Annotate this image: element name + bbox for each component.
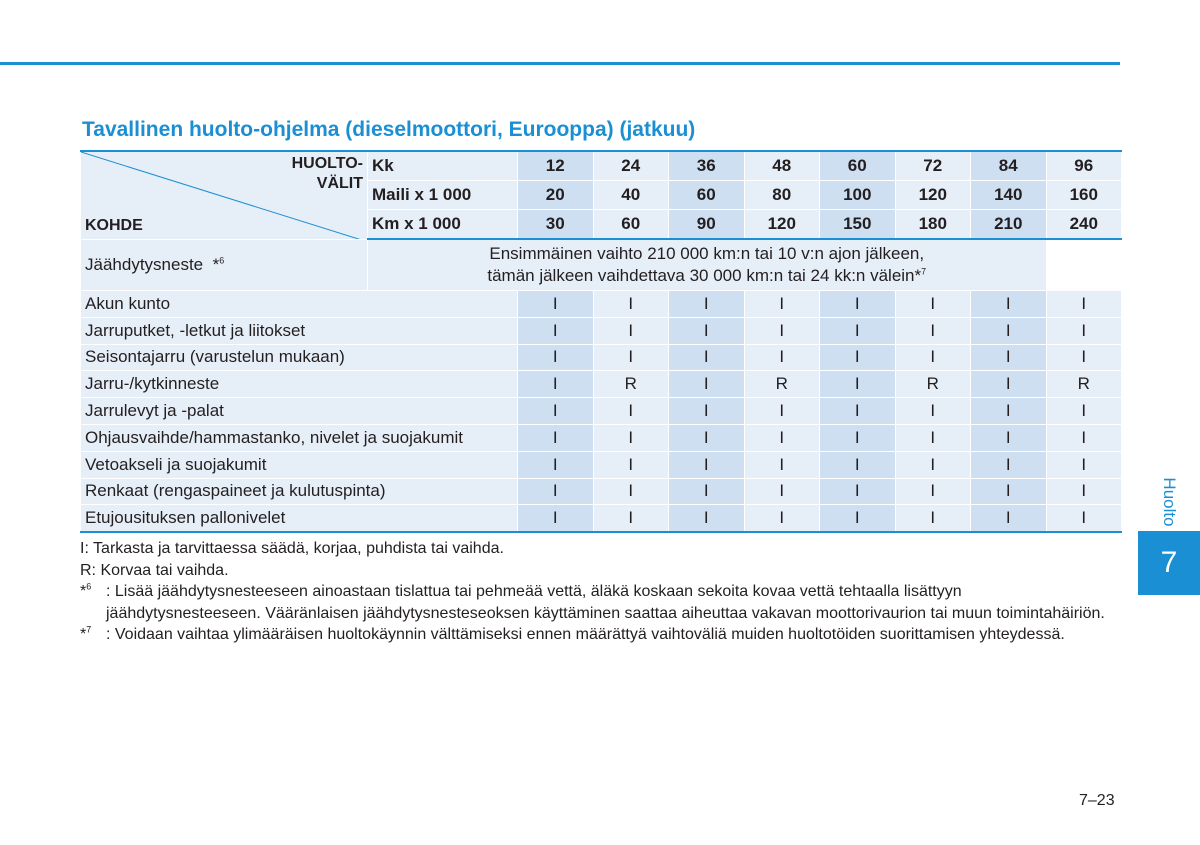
interval-value: 160: [1046, 181, 1122, 210]
action-cell: I: [744, 478, 820, 505]
coolant-row: [81, 239, 1122, 291]
action-cell: I: [518, 478, 594, 505]
action-cell: R: [744, 371, 820, 398]
table-row: [81, 291, 1122, 318]
coolant-label-sup: 6: [219, 255, 225, 266]
interval-value: 30: [518, 210, 594, 240]
interval-value: 60: [820, 151, 896, 181]
action-cell: I: [518, 451, 594, 478]
action-cell: I: [971, 478, 1047, 505]
legend-r: R: Korvaa tai vaihda.: [80, 561, 229, 579]
action-cell: I: [593, 398, 669, 425]
action-cell: I: [820, 505, 896, 532]
coolant-label-mark: *: [212, 254, 220, 274]
interval-value: 100: [820, 181, 896, 210]
interval-value: 180: [895, 210, 971, 240]
footnote-7-sup: 7: [86, 624, 92, 635]
action-cell: I: [1046, 344, 1122, 371]
action-cell: I: [895, 291, 971, 318]
footnote-7-text: : Voidaan vaihtaa ylimääräisen huoltokäynnin välttämiseksi ennen määrättyä vaihtoväliä muiden huoltotöiden suorittamisen yhteydessä.: [106, 626, 1065, 643]
item-name: Jarru-/kytkinneste: [81, 371, 518, 398]
action-cell: I: [820, 291, 896, 318]
table-row: [81, 398, 1122, 425]
action-cell: I: [593, 344, 669, 371]
action-cell: I: [669, 344, 745, 371]
footnote-7-mark: *: [80, 626, 87, 643]
table-row: [81, 317, 1122, 344]
action-cell: I: [669, 371, 745, 398]
action-cell: I: [518, 317, 594, 344]
item-label: KOHDE: [85, 216, 143, 234]
intervals-label-line2: VÄLIT: [316, 175, 363, 192]
interval-value: 20: [518, 181, 594, 210]
action-cell: I: [593, 478, 669, 505]
action-cell: I: [744, 398, 820, 425]
table-row: [81, 344, 1122, 371]
action-cell: I: [1046, 424, 1122, 451]
page-title: Tavallinen huolto-ohjelma (dieselmoottori, Eurooppa) (jatkuu): [82, 118, 696, 141]
action-cell: I: [518, 344, 594, 371]
interval-value: 90: [669, 210, 745, 240]
action-cell: I: [895, 424, 971, 451]
interval-value: 60: [669, 181, 745, 210]
chapter-tab: 7: [1138, 531, 1200, 595]
action-cell: I: [669, 291, 745, 318]
maintenance-schedule-table: [80, 150, 1122, 533]
action-cell: I: [669, 317, 745, 344]
item-name: Jarruputket, -letkut ja liitokset: [81, 317, 518, 344]
notes-section: [80, 538, 1120, 646]
action-cell: I: [1046, 505, 1122, 532]
action-cell: I: [971, 344, 1047, 371]
interval-value: 72: [895, 151, 971, 181]
action-cell: I: [971, 398, 1047, 425]
coolant-note-line1: Ensimmäinen vaihto 210 000 km:n tai 10 v:n ajon jälkeen,: [489, 244, 925, 263]
coolant-label-text: Jäähdytysneste: [85, 254, 204, 274]
table-row: [81, 371, 1122, 398]
action-cell: R: [895, 371, 971, 398]
interval-value: 120: [895, 181, 971, 210]
intervals-label: [292, 154, 363, 194]
action-cell: I: [971, 317, 1047, 344]
coolant-note-line2-text: tämän jälkeen vaihdettava 30 000 km:n tai 24 kk:n välein*: [487, 266, 922, 285]
interval-value: 96: [1046, 151, 1122, 181]
item-name: Renkaat (rengaspaineet ja kulutuspinta): [81, 478, 518, 505]
action-cell: I: [593, 317, 669, 344]
unit-label: Kk: [368, 151, 518, 181]
footnote-7-key: [80, 624, 106, 646]
action-cell: I: [593, 505, 669, 532]
action-cell: I: [895, 505, 971, 532]
action-cell: I: [1046, 291, 1122, 318]
item-name: Seisontajarru (varustelun mukaan): [81, 344, 518, 371]
action-cell: I: [669, 451, 745, 478]
action-cell: I: [820, 424, 896, 451]
action-cell: I: [820, 317, 896, 344]
interval-value: 240: [1046, 210, 1122, 240]
action-cell: I: [971, 505, 1047, 532]
action-cell: I: [971, 451, 1047, 478]
header-row-months: [81, 151, 1122, 181]
action-cell: I: [895, 451, 971, 478]
unit-label: Km x 1 000: [368, 210, 518, 240]
chapter-side-label: Huolto: [1160, 477, 1179, 527]
action-cell: I: [971, 424, 1047, 451]
action-cell: I: [669, 505, 745, 532]
action-cell: I: [593, 291, 669, 318]
interval-value: 84: [971, 151, 1047, 181]
action-cell: I: [669, 398, 745, 425]
item-name: Etujousituksen pallonivelet: [81, 505, 518, 532]
action-cell: R: [593, 371, 669, 398]
legend-i: I: Tarkasta ja tarvittaessa säädä, korjaa, puhdista tai vaihda.: [80, 540, 504, 557]
intervals-label-line1: HUOLTO-: [291, 155, 363, 172]
table-row: [81, 478, 1122, 505]
table-row: [81, 451, 1122, 478]
action-cell: R: [1046, 371, 1122, 398]
interval-value: 210: [971, 210, 1047, 240]
footnote-6-key: [80, 581, 106, 624]
interval-value: 60: [593, 210, 669, 240]
action-cell: I: [895, 398, 971, 425]
action-cell: I: [971, 371, 1047, 398]
interval-value: 80: [744, 181, 820, 210]
action-cell: I: [669, 478, 745, 505]
interval-value: 120: [744, 210, 820, 240]
interval-value: 12: [518, 151, 594, 181]
interval-value: 24: [593, 151, 669, 181]
coolant-interval-note: [368, 239, 1047, 291]
action-cell: I: [744, 505, 820, 532]
action-cell: I: [820, 398, 896, 425]
action-cell: I: [820, 344, 896, 371]
unit-label: Maili x 1 000: [368, 181, 518, 210]
action-cell: I: [518, 291, 594, 318]
footnote-6-sup: 6: [86, 581, 92, 592]
action-cell: I: [1046, 317, 1122, 344]
action-cell: I: [744, 344, 820, 371]
action-cell: I: [744, 424, 820, 451]
coolant-label: [81, 239, 368, 291]
table-row: [81, 424, 1122, 451]
top-rule: [0, 62, 1120, 65]
coolant-note-sup: 7: [921, 266, 927, 277]
action-cell: I: [971, 291, 1047, 318]
action-cell: I: [895, 478, 971, 505]
interval-value: 36: [669, 151, 745, 181]
action-cell: I: [744, 317, 820, 344]
header-corner: [81, 151, 368, 239]
action-cell: I: [895, 344, 971, 371]
action-cell: I: [518, 424, 594, 451]
footnote-7: [80, 624, 1120, 646]
action-cell: I: [669, 424, 745, 451]
action-cell: I: [518, 505, 594, 532]
action-cell: I: [744, 451, 820, 478]
action-cell: I: [820, 371, 896, 398]
action-cell: I: [593, 451, 669, 478]
coolant-note-line2: [368, 265, 1046, 287]
action-cell: I: [744, 291, 820, 318]
item-name: Akun kunto: [81, 291, 518, 318]
interval-value: 150: [820, 210, 896, 240]
action-cell: I: [593, 424, 669, 451]
interval-value: 140: [971, 181, 1047, 210]
item-name: Jarrulevyt ja -palat: [81, 398, 518, 425]
action-cell: I: [518, 398, 594, 425]
action-cell: I: [820, 451, 896, 478]
footnote-6: [80, 581, 1120, 624]
table-row: [81, 505, 1122, 532]
interval-value: 40: [593, 181, 669, 210]
interval-value: 48: [744, 151, 820, 181]
action-cell: I: [518, 371, 594, 398]
action-cell: I: [1046, 398, 1122, 425]
action-cell: I: [820, 478, 896, 505]
page-number: 7–23: [1079, 792, 1115, 809]
action-cell: I: [1046, 451, 1122, 478]
action-cell: I: [895, 317, 971, 344]
action-cell: I: [1046, 478, 1122, 505]
footnote-6-mark: *: [80, 583, 87, 600]
item-name: Ohjausvaihde/hammastanko, nivelet ja suojakumit: [81, 424, 518, 451]
footnote-6-text: : Lisää jäähdytysnesteeseen ainoastaan tislattua tai pehmeää vettä, äläkä koskaan sekoita kovaa vettä tehtaalla lisättyyn jäähdytysnesteeseen. Vääränlaisen jäähdytysnesteseoksen käyttäminen saattaa aiheuttaa vakavan moottorivaurion tai muun toimintahäiriön.: [106, 583, 1105, 622]
item-name: Vetoakseli ja suojakumit: [81, 451, 518, 478]
